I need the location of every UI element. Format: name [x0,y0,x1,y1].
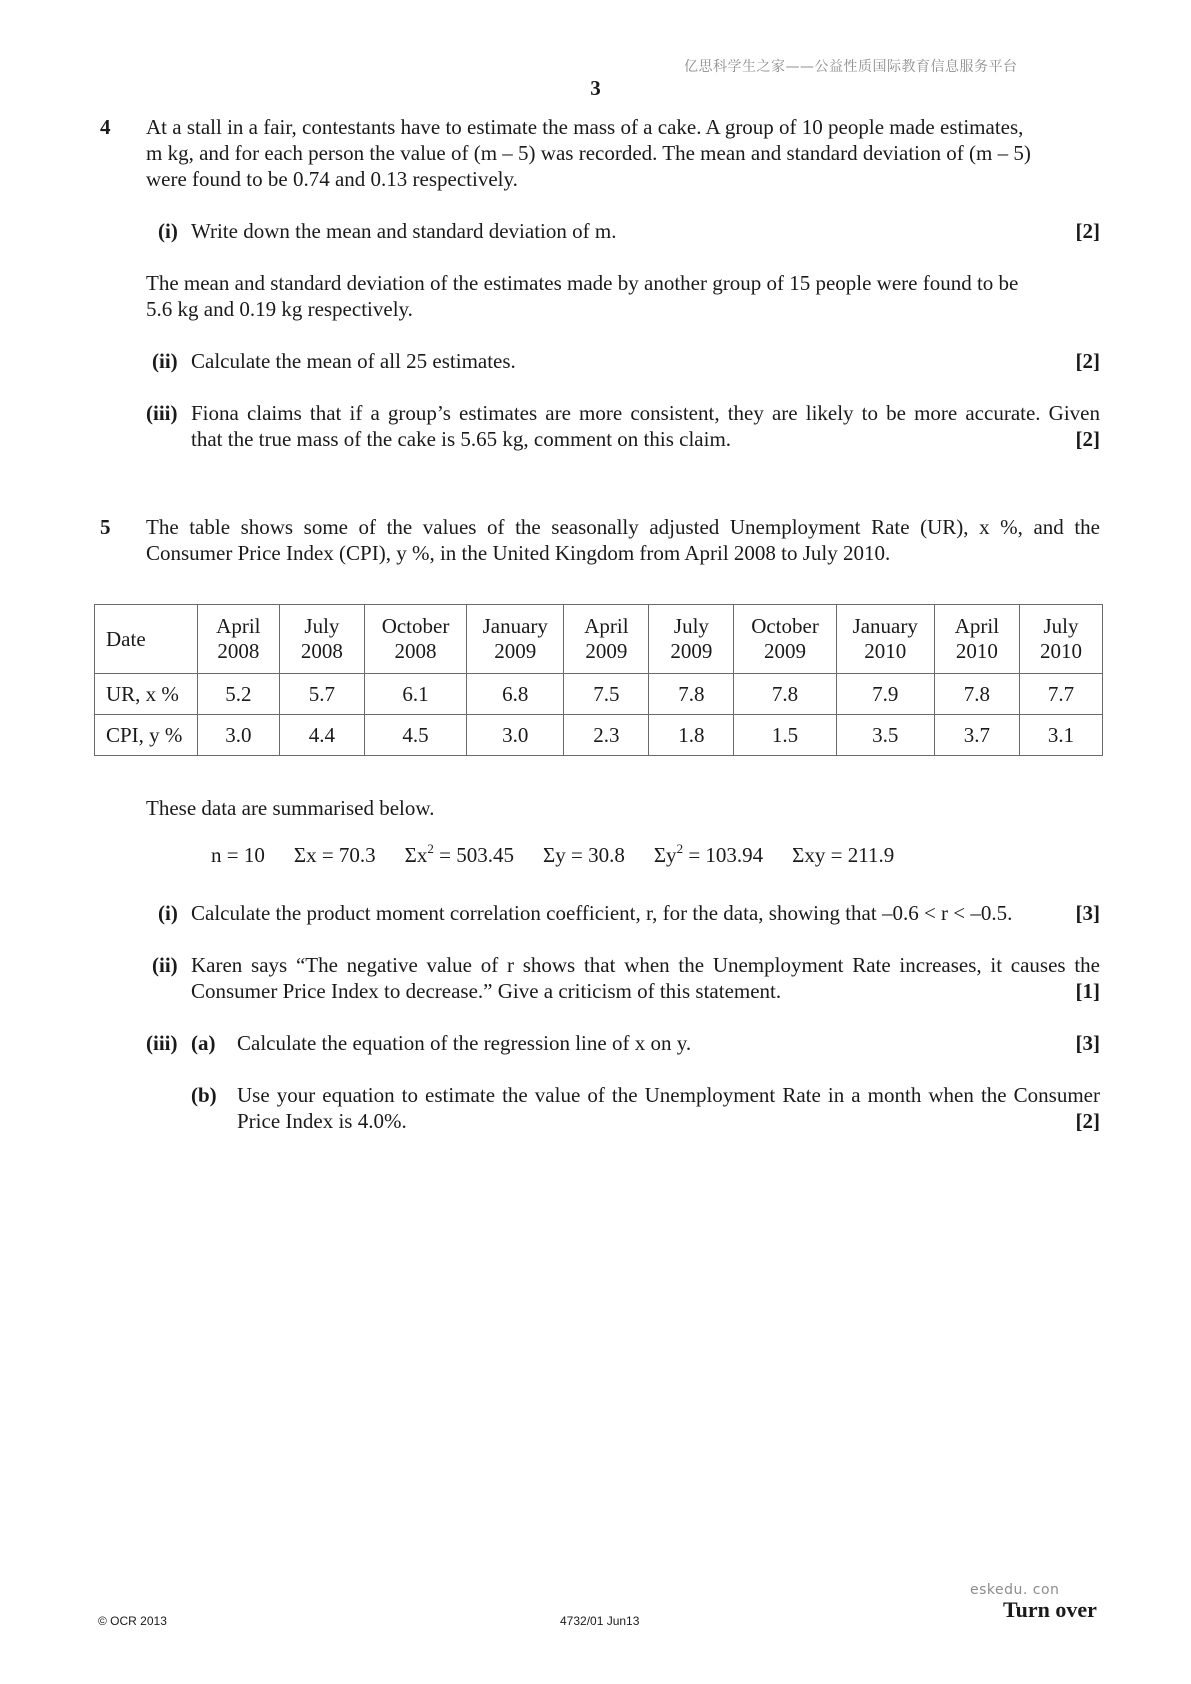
page-number: 3 [590,76,601,100]
date-month: April [216,614,261,638]
row-label-ur: UR, x % [95,674,198,715]
summary-statistics [211,842,923,868]
cpi-value: 4.4 [279,715,364,756]
date-month: April [954,614,1000,638]
part-text: Calculate the mean of all 25 estimates. [191,349,516,373]
date-cell [836,605,934,674]
date-month: April [584,614,629,638]
question-4-number: 4 [100,115,111,139]
date-cell [197,605,279,674]
ur-value: 7.9 [836,674,934,715]
part-text-line-1: Karen says “The negative value of r shows that when the Unemployment Rate increases, it causes the [191,953,1100,977]
ur-value: 7.8 [934,674,1019,715]
date-cell [279,605,364,674]
question-4-intro-line-2: m kg, and for each person the value of (m – 5) was recorded. The mean and standard deviation of (m – 5) [146,141,1031,165]
date-year: 2009 [764,639,806,663]
marks: [3] [1075,1031,1100,1055]
cpi-value: 1.8 [649,715,734,756]
stat-sum-x: Σx = 70.3 [293,843,376,867]
date-cell [564,605,649,674]
marks: [3] [1075,901,1100,925]
date-cell [467,605,564,674]
ur-value: 6.1 [364,674,466,715]
stat-sum-x2-value: = 503.45 [433,843,514,867]
date-cell [934,605,1019,674]
date-month: July [304,614,340,638]
watermark-header: 亿思科学生之家——公益性质国际教育信息服务平台 [684,59,1018,75]
date-month: October [381,614,450,638]
cpi-value: 3.1 [1019,715,1102,756]
ur-value: 7.8 [649,674,734,715]
marks: [1] [1075,979,1100,1003]
stat-sum-x2-base: Σx [404,843,428,867]
date-cell [734,605,836,674]
question-5-intro-line-1: The table shows some of the values of the seasonally adjusted Unemployment Rate (UR), x %, and the [146,515,1100,539]
subpart-label: (b) [191,1083,217,1107]
part-text-line-2: Consumer Price Index to decrease.” Give a criticism of this statement. [191,979,782,1003]
superscript: 2 [427,841,434,856]
date-month: January [482,614,548,638]
subpart-text-line-2: Price Index is 4.0%. [237,1109,407,1133]
question-5-number: 5 [100,515,111,539]
stat-sum-x2 [405,843,514,867]
date-year: 2009 [670,639,713,663]
part-label: (i) [158,219,178,243]
turn-over: Turn over [1003,1597,1097,1622]
ur-value: 7.5 [564,674,649,715]
cpi-value: 3.5 [836,715,934,756]
table-row-ur [95,674,1103,715]
part-text-line-2: that the true mass of the cake is 5.65 kg, comment on this claim. [191,427,732,451]
stat-sum-xy: Σxy = 211.9 [792,843,895,867]
copyright: © OCR 2013 [98,1614,167,1628]
marks: [2] [1075,427,1100,451]
part-label: (iii) [146,1031,178,1055]
date-month: January [852,614,918,638]
date-month: July [673,614,709,638]
date-year: 2008 [300,639,343,663]
ur-value: 7.8 [734,674,836,715]
part-label: (i) [158,901,178,925]
part-text-line-1: Fiona claims that if a group’s estimates are more consistent, they are likely to be more accurate. Given [191,401,1100,425]
cpi-value: 1.5 [734,715,836,756]
row-label-date: Date [95,605,198,674]
ur-value: 7.7 [1019,674,1102,715]
cpi-value: 4.5 [364,715,466,756]
subpart-text-line-1: Use your equation to estimate the value of the Unemployment Rate in a month when the Consumer [237,1083,1100,1107]
ur-value: 5.2 [197,674,279,715]
stat-sum-y2-value: = 103.94 [683,843,764,867]
part-label: (ii) [152,953,178,977]
date-cell [649,605,734,674]
question-5-intro-line-2: Consumer Price Index (CPI), y %, in the United Kingdom from April 2008 to July 2010. [146,541,891,565]
stat-sum-y: Σy = 30.8 [543,843,625,867]
date-year: 2010 [864,639,907,663]
cpi-value: 3.0 [197,715,279,756]
cpi-value: 2.3 [564,715,649,756]
summary-intro: These data are summarised below. [146,796,435,820]
date-year: 2008 [217,639,260,663]
question-4-intro-line-1: At a stall in a fair, contestants have to estimate the mass of a cake. A group of 10 people made estimates, [146,115,1024,139]
table-row-cpi [95,715,1103,756]
marks: [2] [1075,219,1100,243]
question-4-mid-line-1: The mean and standard deviation of the estimates made by another group of 15 people were found to be [146,271,1019,295]
date-year: 2009 [494,639,537,663]
date-year: 2010 [955,639,998,663]
question-4-mid-line-2: 5.6 kg and 0.19 kg respectively. [146,297,413,321]
row-label-cpi: CPI, y % [95,715,198,756]
subpart-text: Calculate the equation of the regression line of x on y. [237,1031,692,1055]
cpi-value: 3.0 [467,715,564,756]
subpart-label: (a) [191,1031,216,1055]
part-text: Calculate the product moment correlation coefficient, r, for the data, showing that –0.6 < r < –0.5. [191,901,1013,925]
part-label: (iii) [146,401,178,425]
ur-value: 5.7 [279,674,364,715]
stat-n: n = 10 [211,843,265,867]
cpi-value: 3.7 [934,715,1019,756]
marks: [2] [1075,1109,1100,1133]
marks: [2] [1075,349,1100,373]
date-month: July [1043,614,1079,638]
date-cell [1019,605,1102,674]
date-cell [364,605,466,674]
paper-code: 4732/01 Jun13 [560,1614,640,1628]
ur-value: 6.8 [467,674,564,715]
date-year: 2009 [585,639,628,663]
date-year: 2010 [1039,639,1082,663]
data-table [94,604,1103,756]
watermark-footer: eskedu. con [970,1582,1060,1598]
table-row-date [95,605,1103,674]
date-year: 2008 [394,639,437,663]
stat-sum-y2 [654,843,763,867]
part-label: (ii) [152,349,178,373]
superscript: 2 [676,841,684,856]
part-text: Write down the mean and standard deviation of m. [191,219,617,243]
stat-sum-y2-base: Σy [653,843,677,867]
question-4-intro-line-3: were found to be 0.74 and 0.13 respectively. [146,167,518,191]
date-month: October [751,614,819,638]
